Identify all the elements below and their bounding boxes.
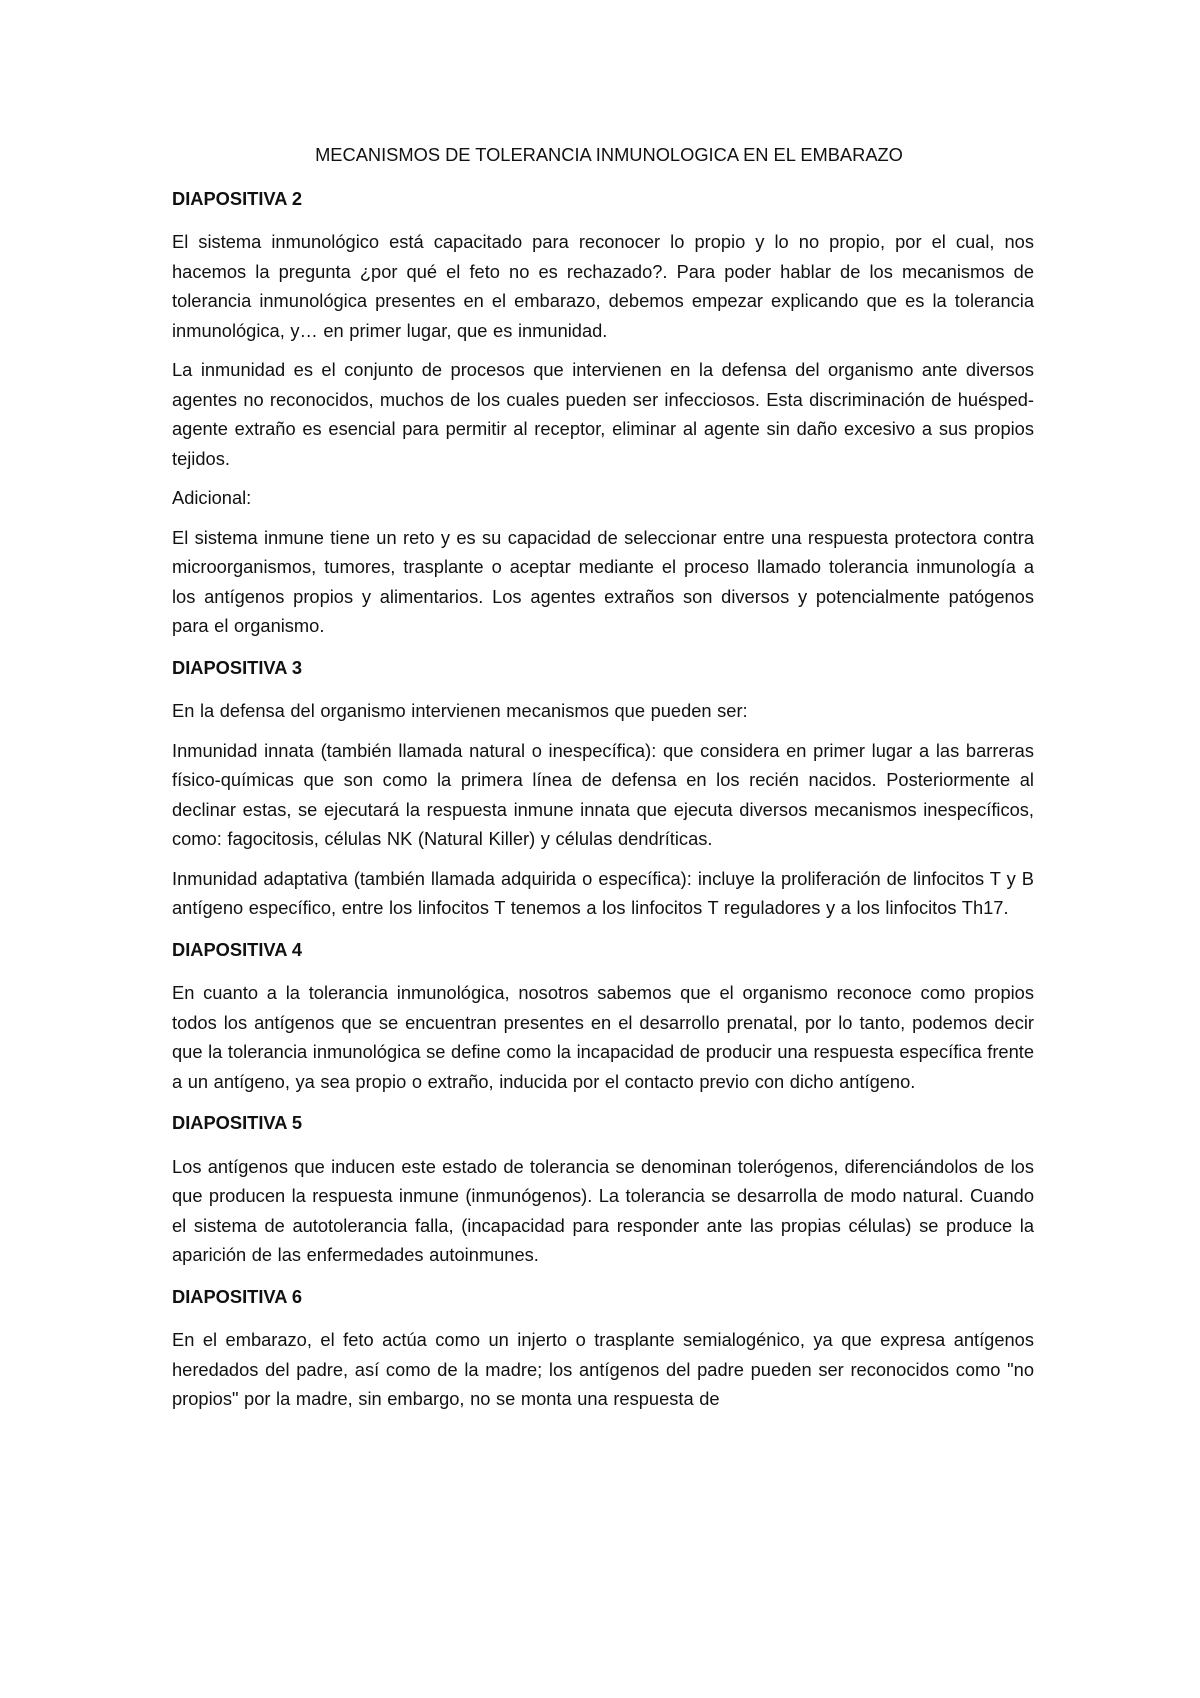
paragraph: En el embarazo, el feto actúa como un injerto o trasplante semialogénico, ya que expresa antígenos heredados del padre, así como de la madre; los antígenos del padre pueden ser reconocidos como "no propios" por la madre, sin embargo, no se monta una respuesta de [172, 1329, 1034, 1409]
paragraph: El sistema inmunológico está capacitado para reconocer lo propio y lo no propio, por el cual, nos hacemos la pregunta ¿por qué el feto no es rechazado?. Para poder hablar de los mecanismos de tolerancia inmunológica presentes en el embarazo, debemos empezar explicando que es la tolerancia inmunológica, y… en primer lugar, que es inmunidad. [172, 231, 1034, 341]
section-diapositiva-5 [172, 1108, 1034, 1270]
paragraph: Los antígenos que inducen este estado de tolerancia se denominan tolerógenos, diferenciándolos de los que producen la respuesta inmune (inmunógenos). La tolerancia se desarrolla de modo natural. Cuando el sistema de autotolerancia falla, (incapacidad para responder ante las propias células) se produce la aparición de las enfermedades autoinmunes. [172, 1155, 1034, 1265]
paragraph: Adicional: [172, 487, 252, 508]
section-heading: DIAPOSITIVA 5 [172, 1112, 303, 1133]
paragraph: El sistema inmune tiene un reto y es su capacidad de seleccionar entre una respuesta protectora contra microorganismos, tumores, trasplante o aceptar mediante el proceso llamado tolerancia inmunología a los antígenos propios y alimentarios. Los agentes extraños son diversos y potencialmente patógenos para el organismo. [172, 526, 1034, 636]
paragraph: Inmunidad innata (también llamada natural o inespecífica): que considera en primer lugar a las barreras físico-químicas que son como la primera línea de defensa en los recién nacidos. Posteriormente al declinar estas, se ejecutará la respuesta inmune innata que ejecuta diversos mecanismos inespecíficos, como: fagocitosis, células NK (Natural Killer) y células dendríticas. [172, 739, 1034, 849]
paragraph: En cuanto a la tolerancia inmunológica, nosotros sabemos que el organismo reconoce como propios todos los antígenos que se encuentran presentes en el desarrollo prenatal, por lo tanto, podemos decir que la tolerancia inmunológica se define como la incapacidad de producir una respuesta específica frente a un antígeno, ya sea propio o extraño, inducida por el contacto previo con dicho antígeno. [172, 982, 1034, 1092]
section-heading: DIAPOSITIVA 6 [172, 1285, 303, 1307]
section-diapositiva-2 [172, 184, 1034, 641]
section-heading: DIAPOSITIVA 4 [172, 938, 303, 960]
document-title: MECANISMOS DE TOLERANCIA INMUNOLOGICA EN EL EMBARAZO [315, 144, 903, 165]
document-body [172, 140, 1034, 1414]
section-diapositiva-3 [172, 653, 1034, 923]
section-heading: DIAPOSITIVA 3 [172, 656, 303, 678]
paragraph: Inmunidad adaptativa (también llamada adquirida o específica): incluye la proliferación de linfocitos T y B antígeno específico, entre los linfocitos T tenemos a los linfocitos T reguladores y a los linfocitos Th17. [172, 867, 1034, 918]
section-diapositiva-4 [172, 935, 1034, 1097]
paragraph: En la defensa del organismo intervienen mecanismos que pueden ser: [172, 700, 748, 721]
section-diapositiva-6 [172, 1282, 1034, 1414]
section-heading: DIAPOSITIVA 2 [172, 187, 303, 209]
paragraph: La inmunidad es el conjunto de procesos que intervienen en la defensa del organismo ante diversos agentes no reconocidos, muchos de los cuales pueden ser infecciosos. Esta discriminación de huésped-agente extraño es esencial para permitir al receptor, eliminar al agente sin daño excesivo a sus propios tejidos. [172, 359, 1034, 469]
